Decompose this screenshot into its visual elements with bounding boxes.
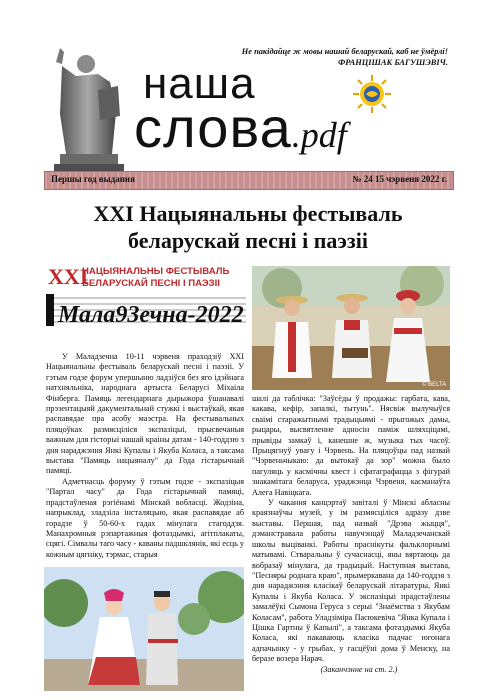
issue-band [44, 171, 454, 190]
headline-line-1: XXI Нацыянальны фестываль [93, 201, 403, 226]
masthead-word: слова [134, 96, 292, 159]
continued-note: (Заканчэнне на ст. 2.) [320, 664, 398, 674]
article-column-left [46, 352, 244, 560]
festival-logo-name: Мала93ечна-2022 [58, 302, 244, 328]
photo-festival-costumes [44, 567, 244, 691]
article-paragraph: шалі да таблічка: "Заўсёды ў продажы: гарбата, кава, какава, кефір, запалкі, тытунь". Нясвіж вылучыўся сваімі старажытнымі традыцыямі - прыгожых дамы, рыцары, высвятленне адносін паміж шляхціцамі, прывіды замкаў і, канешне ж, музыка тых часоў. Прыцягнуў увагу і Чэрвень. На пляцоўцы пад назвай "Чэрвеньчыкаю: да вытокаў да зор" можна было пагуляць у касмічны квест і сфатаграфацца з фігурай знакамітага беларуса, ураджэнца Чэрвеня, касманаўта Алега Навіцкага. [252, 394, 450, 497]
article-paragraph: У Маладзечна 10-11 чэрвеня праходзіў XXI Нацыянальны фестываль беларускай песні і паэзіі. У гэтым годзе форум упершыню ладзіўся без яго ідэйнага натхняльніка, народнага артыста Беларусі Міхаіла Фінберга. Памяць легендарнага дырыжора ўшанавалі прэзентацыяй дакументальнай стужкі і выстаўкай, якая распавядае пра асобу маэстра. На фестывальных пляцоўках размясціліся экспазіцыі, прысвечаныя важным для гісторыі нашай краіны датам - 140-годдзю з дня нараджэння Янкі Купалы і Якуба Коласа, а таксама выстава "Памяць нацыяналу" да Года гістарычнай памяці. [46, 352, 244, 476]
article-paragraph: У чакання канцэртаў завіталі ў Мінскі абласны краязнаўчы музей, у ім размясціліся адразу дзве выставы. Першая, пад назвай "Дрэва жыцця", дэманстравала работы навучэнцаў Маладзечанскай школы выціванкі. Работы праснікуты фальклорнымі матывамі. Стваральны ў сучаснасці, яны вяртаюць да вобразаў мінулага, да традыцый. Наступная выстава, "Песняры роднага краю", прымеркавана да 140-годдзя з дня нараджэння класікаў беларускай літаратуры, Янкі Купалы і Якуба Коласа. У экспазіцыі прадстаўлены замалёўкі Сымона Геруса з серыі "Знаёмства з Якубам Коласам", работа Уладзіміра Пасюкевіча "Янка Купала і Цішка Гартны ў Капылі", а таксама фотаздымкі Якуба Коласа, які пакаваюць класіка падчас югонага адпачынку - у грыбах, у гасцёўні дома ў Менску, на беразе возера Нарач. [252, 498, 450, 664]
masthead-word-slova [134, 96, 347, 163]
article-paragraph: Адметнасць форуму ў гэтым годзе - экспазіцыя "Партал часу" да Года гістарычнай памяці, прадстаўленая рэгіёнамі Мінскай вобласці. Жодзіна, напрыклад, зладзіла інсталяцыю, якая распавядае аб горадзе ў 50-60-х гадах мінулага стагоддзя. Манахромныя рэпартажныя фотаздымкі, агітплакаты, сцягі. Сімвалы таго часу - каваны падшклянік, які есць у кожным цягніку, тэрмас, старыя [46, 476, 244, 559]
issue-year: Першы год выдання [51, 174, 135, 184]
headline-line-2: беларускай песні і паэзіі [128, 228, 368, 253]
masthead-word-nasha: наша [143, 59, 256, 108]
festival-logo-line2: БЕЛАРУСКАЙ ПЕСНІ І ПАЭЗІІ [82, 278, 220, 289]
motto-quote: Не пакідайце ж мовы нашай беларускай, каб не ўмёрлі! [241, 47, 448, 56]
photo-folk-musicians [252, 266, 450, 390]
article-column-right [252, 394, 450, 675]
festival-logo-roman: XXI [48, 264, 89, 289]
masthead-suffix: .pdf [291, 115, 347, 155]
festival-logo [46, 262, 246, 344]
photo-caption: © BELTA [422, 382, 447, 388]
sun-emblem-icon [352, 74, 392, 114]
festival-logo-line1: НАЦЫЯНАЛЬНЫ ФЕСТЫВАЛЬ [82, 266, 230, 277]
headline [44, 200, 452, 254]
issue-number-date: № 24 15 чэрвеня 2022 г. [352, 174, 447, 184]
motto-author: ФРАНЦІШАК БАГУШЭВІЧ. [338, 58, 448, 67]
statue-illustration [46, 42, 128, 178]
